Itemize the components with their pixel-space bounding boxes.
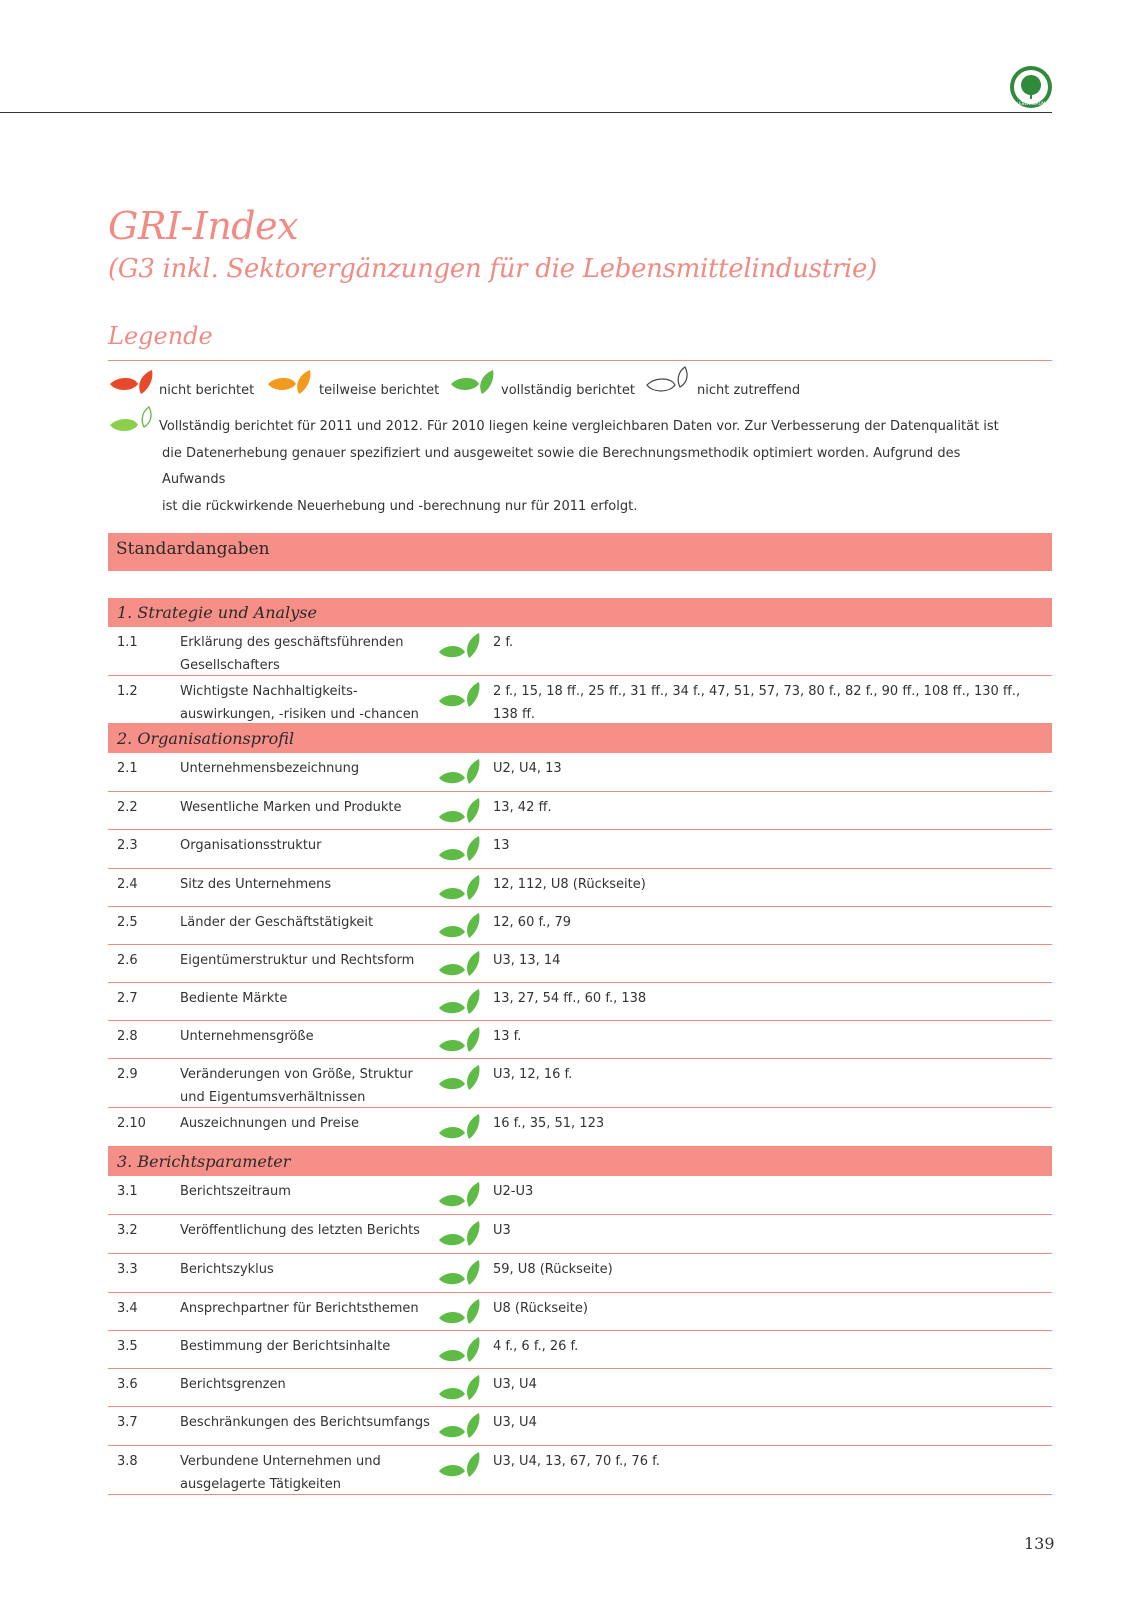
table-row — [108, 753, 1052, 792]
green-leaves-icon — [438, 1026, 482, 1056]
row-pages: 13, 27, 54 ff., 60 f., 138 — [493, 991, 647, 1006]
row-description: Organisationsstruktur — [180, 838, 322, 853]
legend-label-orange: teilweise berichtet — [319, 383, 440, 398]
table-row — [108, 1446, 1052, 1495]
row-pages: U3, U4, 13, 67, 70 f., 76 f. — [493, 1454, 660, 1469]
row-number: 2.5 — [117, 915, 138, 930]
row-description: Berichtszyklus — [180, 1262, 274, 1277]
row-pages: 12, 60 f., 79 — [493, 915, 572, 930]
row-pages: 13 f. — [493, 1029, 522, 1044]
outline-leaves-icon — [645, 365, 691, 399]
green-leaves-icon — [438, 632, 482, 662]
green-leaves-icon — [438, 1181, 482, 1211]
page-number: 139 — [1024, 1534, 1055, 1553]
row-number: 1.1 — [117, 635, 138, 650]
red-leaves-icon — [108, 368, 154, 400]
section-header: 2. Organisationsprofil — [108, 724, 1052, 753]
green-leaves-icon — [438, 1451, 482, 1481]
row-description: Länder der Geschäftstätigkeit — [180, 915, 374, 930]
row-number: 2.1 — [117, 761, 138, 776]
table-row — [108, 869, 1052, 907]
table-row — [108, 1254, 1052, 1293]
row-pages: U3, 12, 16 f. — [493, 1067, 573, 1082]
row-number: 3.2 — [117, 1223, 138, 1238]
row-number: 2.2 — [117, 800, 138, 815]
row-number: 3.8 — [117, 1454, 138, 1469]
row-description: Veränderungen von Größe, Struktur und Eigentumsverhältnissen — [180, 1067, 413, 1105]
row-pages: U3, U4 — [493, 1415, 537, 1430]
row-number: 2.7 — [117, 991, 138, 1006]
row-pages: U2-U3 — [493, 1184, 534, 1199]
row-pages: U3, U4 — [493, 1377, 537, 1392]
green-leaves-icon — [449, 368, 495, 400]
table-row — [108, 792, 1052, 830]
row-pages: 59, U8 (Rückseite) — [493, 1262, 613, 1277]
green-leaves-icon — [438, 681, 482, 711]
green-leaves-icon — [438, 988, 482, 1018]
orange-leaves-icon — [266, 368, 312, 400]
row-number: 3.7 — [117, 1415, 138, 1430]
green-leaves-icon — [438, 1220, 482, 1250]
standard-header: Standardangaben — [108, 533, 1052, 571]
row-description: Beschränkungen des Berichtsumfangs — [180, 1415, 430, 1430]
section-header: 1. Strategie und Analyse — [108, 598, 1052, 627]
legend-note-line: die Datenerhebung genauer spezifiziert und ausgeweitet sowie die Berechnungsmethodik optimiert worden. Aufgrund des Aufwands — [162, 445, 961, 487]
page-title: GRI-Index — [108, 204, 299, 248]
row-pages: U3, 13, 14 — [493, 953, 561, 968]
green-leaves-icon — [438, 1336, 482, 1366]
table-row — [108, 907, 1052, 945]
table-row — [108, 627, 1052, 676]
row-description: Verbundene Unternehmen und ausgelagerte Tätigkeiten — [180, 1454, 381, 1492]
row-pages: 16 f., 35, 51, 123 — [493, 1116, 605, 1131]
row-number: 3.4 — [117, 1301, 138, 1316]
row-description: Auszeichnungen und Preise — [180, 1116, 359, 1131]
green-leaves-icon — [438, 874, 482, 904]
row-description: Erklärung des geschäftsführenden Gesellschafters — [180, 635, 404, 673]
row-number: 2.6 — [117, 953, 138, 968]
table-row — [108, 830, 1052, 869]
legend-rule — [108, 360, 1052, 361]
green-leaves-icon — [438, 950, 482, 980]
table-row — [108, 1176, 1052, 1215]
green-leaves-icon — [438, 1113, 482, 1143]
legend-title: Legende — [108, 322, 213, 350]
row-number: 3.3 — [117, 1262, 138, 1277]
green-leaves-icon — [438, 835, 482, 865]
row-pages: U3 — [493, 1223, 511, 1238]
row-description: Wichtigste Nachhaltigkeits- auswirkungen, -risiken und -chancen — [180, 684, 419, 722]
table-row — [108, 1108, 1052, 1147]
row-description: Eigentümerstruktur und Rechtsform — [180, 953, 415, 968]
row-description: Sitz des Unternehmens — [180, 877, 332, 892]
lebensbaum-logo — [1009, 65, 1053, 109]
table-row — [108, 676, 1052, 724]
table-row — [108, 983, 1052, 1021]
row-description: Berichtsgrenzen — [180, 1377, 286, 1392]
header-rule — [0, 112, 1052, 113]
row-pages: 4 f., 6 f., 26 f. — [493, 1339, 579, 1354]
row-description: Berichtszeitraum — [180, 1184, 291, 1199]
row-number: 1.2 — [117, 684, 138, 699]
green-leaves-icon — [438, 1412, 482, 1442]
row-number: 3.5 — [117, 1339, 138, 1354]
row-description: Wesentliche Marken und Produkte — [180, 800, 402, 815]
green-leaves-icon — [438, 758, 482, 788]
green-leaves-icon — [438, 1064, 482, 1094]
table-row — [108, 1331, 1052, 1369]
legend-note-line: Vollständig berichtet für 2011 und 2012. Für 2010 liegen keine vergleichbaren Daten vor. Zur Verbesserung der Datenqualität ist — [159, 419, 999, 434]
green-outline-leaves-icon — [108, 405, 156, 439]
row-pages: 13, 42 ff. — [493, 800, 552, 815]
green-leaves-icon — [438, 1259, 482, 1289]
row-pages: 2 f., 15, 18 ff., 25 ff., 31 ff., 34 f., 47, 51, 57, 73, 80 f., 82 f., 90 ff., 108 ff., 130 ff., 138 ff. — [493, 684, 1021, 722]
row-description: Bediente Märkte — [180, 991, 288, 1006]
row-description: Unternehmensbezeichnung — [180, 761, 360, 776]
row-pages: 12, 112, U8 (Rückseite) — [493, 877, 646, 892]
row-description: Unternehmensgröße — [180, 1029, 314, 1044]
table-row — [108, 1407, 1052, 1446]
green-leaves-icon — [438, 1374, 482, 1404]
row-description: Veröffentlichung des letzten Berichts — [180, 1223, 420, 1238]
legend-note — [159, 414, 1019, 520]
page-subtitle: (G3 inkl. Sektorergänzungen für die Lebensmittelindustrie) — [108, 254, 877, 284]
table-row — [108, 945, 1052, 983]
table-row — [108, 1021, 1052, 1059]
row-number: 2.9 — [117, 1067, 138, 1082]
row-pages: U8 (Rückseite) — [493, 1301, 588, 1316]
row-number: 2.3 — [117, 838, 138, 853]
row-number: 3.1 — [117, 1184, 138, 1199]
row-pages: U2, U4, 13 — [493, 761, 562, 776]
table-row — [108, 1293, 1052, 1331]
row-number: 2.4 — [117, 877, 138, 892]
table-row — [108, 1215, 1052, 1254]
row-pages: 2 f. — [493, 635, 514, 650]
legend-label-red: nicht berichtet — [159, 383, 255, 398]
legend-note-line: ist die rückwirkende Neuerhebung und -berechnung nur für 2011 erfolgt. — [162, 498, 638, 514]
table-row — [108, 1059, 1052, 1108]
row-description: Bestimmung der Berichtsinhalte — [180, 1339, 391, 1354]
row-number: 2.8 — [117, 1029, 138, 1044]
row-number: 3.6 — [117, 1377, 138, 1392]
green-leaves-icon — [438, 1298, 482, 1328]
green-leaves-icon — [438, 912, 482, 942]
legend-label-outline: nicht zutreffend — [697, 383, 801, 398]
legend-label-green: vollständig berichtet — [501, 383, 635, 398]
row-description: Ansprechpartner für Berichtsthemen — [180, 1301, 419, 1316]
logo-text: LEBENSBAUM — [1016, 101, 1046, 106]
table-row — [108, 1369, 1052, 1407]
gri-table — [108, 598, 1052, 1495]
row-pages: 13 — [493, 838, 510, 853]
green-leaves-icon — [438, 797, 482, 827]
row-number: 2.10 — [117, 1116, 146, 1131]
section-header: 3. Berichtsparameter — [108, 1147, 1052, 1176]
